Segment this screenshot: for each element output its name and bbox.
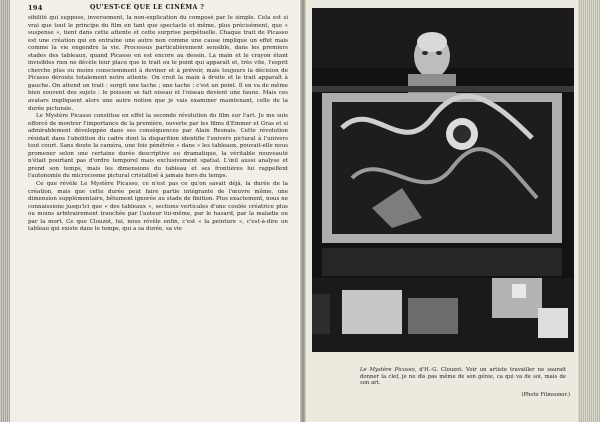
photo-credit: (Photo Filmsonor.): [521, 392, 570, 398]
photo-illustration: [312, 8, 574, 352]
page-number: 194: [28, 4, 43, 12]
caption-text: d'H.-G. Clouzot. Voir un artiste travailler ne saurait donner la clef, je ne dis pas même de son génie, ca qui va de soi, mais de son art.: [360, 367, 566, 387]
paragraph: Ce que révèle Le Mystère Picasso, ce n'est pas ce qu'on savait déjà, la durée de la création, mais que cette durée peut faire partie intégrante de l'œuvre même, une dimension supplémentaire, bêtement ignorée au stade de finition. Plus exactement, nous ne connaissions jusqu'ici que « des tableaux », sections verticales d'une coulée créatrice plus ou moins arbitrairement tranchée par l'auteur lui-même, par le hasard, par la maladie ou par la mort. Ce que Clouzot, lui, nous révèle enfin, c'est « la peinture », c'est-à-dire un tableau qui existe dans le temps, qui a sa durée, sa vie: [28, 181, 288, 233]
caption-film-title: Le Mystère Picasso,: [360, 367, 417, 373]
body-text: [28, 15, 288, 234]
paragraph: sibilité qui suppose, inversement, la non-explication du composé par le simple. Cela est si vrai que tout le principe du film en tant que spectacle et même, plus précisément, que « suspense », tient dans cette attente et cette surprise perpétuelle. Chaque trait de Picasso est une création qui en entraîne une autre non comme une cause implique un effet mais comme la vie engendre la vie. Processus particulièrement sensible, dans les premiers stades des tableaux, quand Picasso en est encore au dessin. La main et le crayon étant invisibles rien ne décèle leur place que le trait ou le point qui apparaît et, très vite, l'esprit cherche plus ou moins consciemment à deviner et à prévoir, mais toujours la décision de Picasso déroute totalement notre attente. On croit la main à droite et le trait apparaît à gauche. On attend un trait : surgit une tache ; une tache : c'est un point. Il en va de même bien souvent des sujets : le poisson se fait oiseau et l'oiseau devient une faune. Mais ces avatars impliquent alors une autre notion que je vais examiner maintenant, celle de la durée picturale.: [28, 15, 288, 112]
running-title: QU'EST-CE QUE LE CINÉMA ?: [90, 4, 205, 11]
film-still-photo: [312, 8, 574, 352]
page-header: [28, 4, 290, 14]
photo-caption: [360, 367, 566, 387]
book-edge-left: [0, 0, 10, 422]
book-edge-right: [578, 0, 600, 422]
paragraph: Le Mystère Picasso constitue en effet la seconde révolution du film sur l'art. Je me suis efforcé de montrer l'importance de la première, ouverte par les films d'Emmer et Gras et si admirablement développée dans ses conséquences par Alain Resnais. Cette révolution résidait dans l'abolition du cadre dont la disparition identifie l'univers pictural à l'univers tout court. Sans doute la caméra, une fois pénétrée « dans » les tableaux, pouvait-elle nous promener selon une certaine durée descriptive ou dramatique, la véritable nouveauté n'était pourtant pas d'ordre temporel mais exclusivement spatial. L'œil aussi analyse et prend son temps, mais les dimensions du tableau et ses frontières lui rappellent l'autonomie du microcosme pictural cristallisé à jamais hors du temps.: [28, 113, 288, 180]
